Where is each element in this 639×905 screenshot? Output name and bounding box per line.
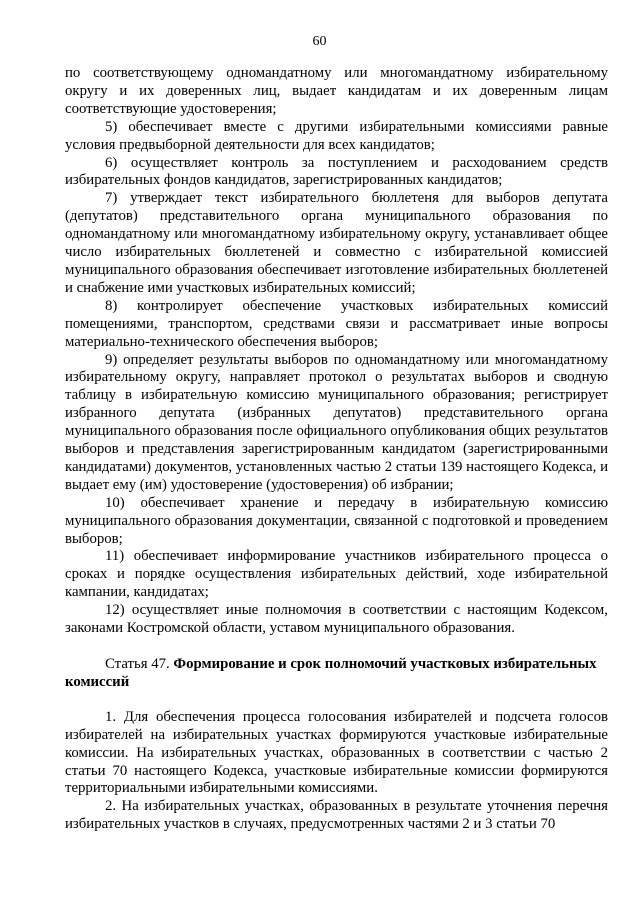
- paragraph: 1. Для обеспечения процесса голосования избирателей и подсчета голосов избирателей на избирательных участках формируются участковые избирательные комиссии. На избирательных участках, образованных в соответствии с частью 2 статьи 70 настоящего Кодекса, участковые избирательные комиссии формируются территориальными избирательными комиссиями.: [65, 708, 608, 797]
- paragraph: 10) обеспечивает хранение и передачу в избирательную комиссию муниципального образования документации, связанной с подготовкой и проведением выборов;: [65, 494, 608, 547]
- paragraph: 12) осуществляет иные полномочия в соответствии с настоящим Кодексом, законами Костромской области, уставом муниципального образования.: [65, 602, 608, 637]
- spacer: [65, 692, 608, 709]
- paragraph: 8) контролирует обеспечение участковых избирательных комиссий помещениями, транспортом, средствами связи и рассматривает иные вопросы материально-технического обеспечения выборов;: [65, 297, 608, 350]
- article-46-continuation: [65, 65, 608, 638]
- page-number: 60: [312, 34, 327, 49]
- article-heading: [65, 656, 608, 692]
- article-label: Статья 47.: [105, 656, 174, 672]
- paragraph: 6) осуществляет контроль за поступлением и расходованием средств избирательных фондов кандидатов, зарегистрированных кандидатов;: [65, 154, 608, 189]
- article-title: Формирование и срок полномочий участковых избирательных комиссий: [65, 656, 597, 690]
- paragraph: 11) обеспечивает информирование участников избирательного процесса о сроках и порядке осуществления избирательных действий, ходе избирательной кампании, кандидатах;: [65, 548, 608, 601]
- paragraph: 5) обеспечивает вместе с другими избирательными комиссиями равные условия предвыборной деятельности для всех кандидатов;: [65, 118, 608, 153]
- document-body: [65, 65, 608, 834]
- paragraph: 2. На избирательных участках, образованных в результате уточнения перечня избирательных участков в случаях, предусмотренных частями 2 и 3 статьи 70: [65, 798, 608, 833]
- paragraph: 9) определяет результаты выборов по одномандатному или многомандатному избирательному округу, направляет протокол о результатах выборов и сводную таблицу в избирательную комиссию муниципального образования; регистрирует избранного депутата (избранных депутатов) представительного органа муниципального образования после официального опубликования общих результатов выборов и представления зарегистрированным кандидатом (зарегистрированными кандидатами) документов, установленных частью 2 статьи 139 настоящего Кодекса, и выдает ему (им) удостоверение (удостоверения) об избрании;: [65, 351, 608, 493]
- article-47-body: [65, 709, 608, 834]
- paragraph: по соответствующему одномандатному или многомандатному избирательному округу и их доверенных лиц, выдает кандидатам и их доверенным лицам соответствующие удостоверения;: [65, 65, 608, 117]
- paragraph: 7) утверждает текст избирательного бюллетеня для выборов депутата (депутатов) представительного органа муниципального образования по одномандатному или многомандатному избирательному округу, устанавливает общее число избирательных бюллетеней и совместно с избирательной комиссией муниципального образования обеспечивает изготовление избирательных бюллетеней и снабжение ими участковых избирательных комиссий;: [65, 190, 608, 296]
